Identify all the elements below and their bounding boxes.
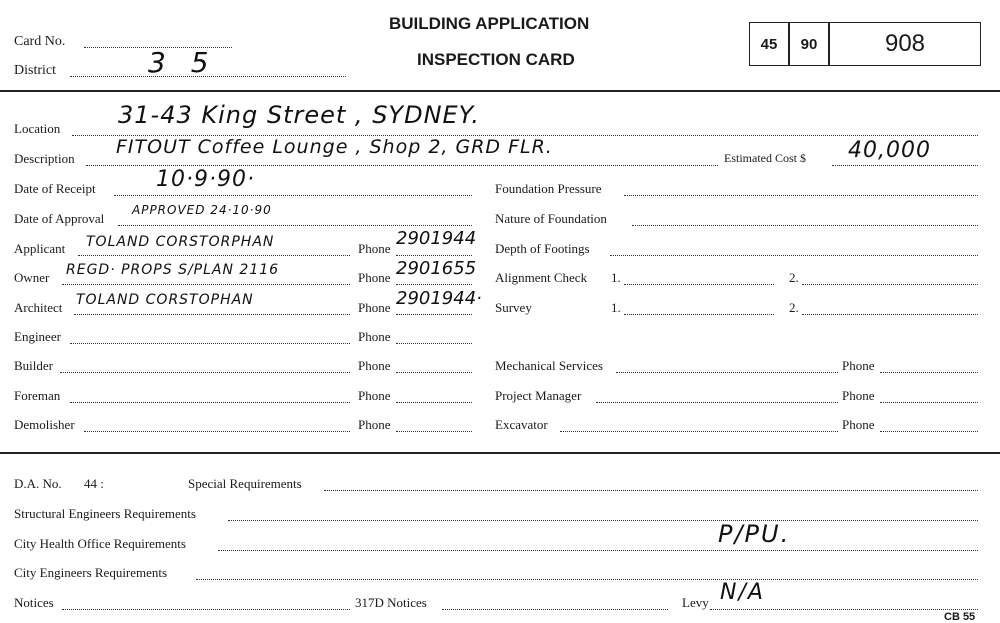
architect-value: TOLAND CORSTOPHAN: [76, 292, 254, 308]
description-value: FITOUT Coffee Lounge , Shop 2, GRD FLR.: [116, 136, 553, 158]
foreman-phone-line: [396, 402, 472, 403]
applicant-value: TOLAND CORSTORPHAN: [86, 234, 275, 250]
engineer-label: Engineer: [14, 329, 61, 344]
levy-line: [710, 609, 978, 610]
foreman-line: [70, 402, 350, 403]
alignment-check-num2: 2.: [789, 270, 799, 285]
alignment-check-num1: 1.: [611, 270, 621, 285]
alignment-check-line1: [624, 284, 774, 285]
district-label: District: [14, 63, 56, 78]
builder-label: Builder: [14, 358, 53, 373]
owner-label: Owner: [14, 270, 50, 285]
demolisher-phone-line: [396, 431, 472, 432]
owner-value: REGD· PROPS S/PLAN 2116: [66, 262, 280, 278]
survey-line2: [802, 314, 978, 315]
structural-requirements-line: [228, 520, 978, 521]
survey-label: Survey: [495, 300, 532, 315]
engineer-phone-line: [396, 343, 472, 344]
builder-phone-label: Phone: [358, 358, 391, 373]
description-label: Description: [14, 151, 75, 166]
mechanical-services-phone-label: Phone: [842, 358, 875, 373]
architect-phone-line: [396, 314, 472, 315]
levy-label: Levy: [682, 595, 709, 610]
excavator-phone-line: [880, 431, 978, 432]
foreman-phone-label: Phone: [358, 388, 391, 403]
notices-label: Notices: [14, 595, 54, 610]
owner-line: [62, 284, 350, 285]
special-requirements-label: Special Requirements: [188, 476, 302, 491]
mechanical-services-line: [616, 372, 838, 373]
project-manager-label: Project Manager: [495, 388, 582, 403]
structural-requirements-label: Structural Engineers Requirements: [14, 506, 196, 521]
date-of-receipt-value: 10·9·90·: [156, 167, 255, 192]
architect-phone-value: 2901944·: [396, 288, 482, 309]
depth-of-footings-line: [610, 255, 978, 256]
date-of-approval-value: APPROVED 24·10·90: [132, 203, 272, 217]
architect-line: [74, 314, 350, 315]
estimated-cost-line: [832, 165, 978, 166]
foundation-pressure-label: Foundation Pressure: [495, 181, 602, 196]
card-title-line1: BUILDING APPLICATION: [389, 14, 590, 33]
builder-phone-line: [396, 372, 472, 373]
date-of-approval-line: [118, 225, 472, 226]
survey-num2: 2.: [789, 300, 799, 315]
code-box-2: 90: [789, 22, 829, 66]
header-divider: [0, 90, 1000, 92]
architect-phone-label: Phone: [358, 300, 391, 315]
notices-line: [62, 609, 350, 610]
nature-of-foundation-label: Nature of Foundation: [495, 211, 607, 226]
applicant-phone-line: [396, 255, 472, 256]
form-code: CB 55: [944, 611, 976, 623]
alignment-check-line2: [802, 284, 978, 285]
requirements-divider: [0, 452, 1000, 454]
city-engineers-requirements-label: City Engineers Requirements: [14, 565, 168, 580]
mechanical-services-phone-line: [880, 372, 978, 373]
district-value: 3 5: [148, 46, 217, 79]
health-requirements-label: City Health Office Requirements: [14, 536, 186, 551]
description-line: [86, 165, 718, 166]
health-requirements-line: [218, 550, 978, 551]
excavator-line: [560, 431, 838, 432]
demolisher-phone-label: Phone: [358, 417, 391, 432]
project-manager-phone-line: [880, 402, 978, 403]
applicant-line: [78, 255, 350, 256]
alignment-check-label: Alignment Check: [495, 270, 588, 285]
code-box-1: 45: [749, 22, 789, 66]
estimated-cost-value: 40,000: [848, 138, 931, 163]
project-manager-line: [596, 402, 838, 403]
foundation-pressure-line: [624, 195, 978, 196]
da-no-label: D.A. No.: [14, 476, 62, 491]
card-title-line2: INSPECTION CARD: [417, 50, 575, 69]
owner-phone-line: [396, 284, 472, 285]
applicant-phone-value: 2901944: [396, 228, 477, 249]
builder-line: [60, 372, 350, 373]
da-no-value: 44 :: [84, 476, 104, 491]
excavator-phone-label: Phone: [842, 417, 875, 432]
survey-line1: [624, 314, 774, 315]
demolisher-line: [84, 431, 350, 432]
demolisher-label: Demolisher: [14, 417, 75, 432]
engineer-line: [70, 343, 350, 344]
estimated-cost-label: Estimated Cost $: [724, 151, 806, 165]
foreman-label: Foreman: [14, 388, 61, 403]
owner-phone-value: 2901655: [396, 258, 477, 279]
architect-label: Architect: [14, 300, 63, 315]
location-label: Location: [14, 121, 61, 136]
notices-317d-label: 317D Notices: [355, 595, 427, 610]
city-engineers-requirements-line: [196, 579, 978, 580]
mechanical-services-label: Mechanical Services: [495, 358, 603, 373]
project-manager-phone-label: Phone: [842, 388, 875, 403]
applicant-phone-label: Phone: [358, 241, 391, 256]
depth-of-footings-label: Depth of Footings: [495, 241, 590, 256]
excavator-label: Excavator: [495, 417, 548, 432]
nature-of-foundation-line: [632, 225, 978, 226]
special-requirements-line: [324, 490, 978, 491]
engineer-phone-label: Phone: [358, 329, 391, 344]
levy-value: N/A: [720, 580, 765, 605]
date-of-approval-label: Date of Approval: [14, 211, 105, 226]
location-value: 31-43 King Street , SYDNEY.: [118, 101, 480, 129]
survey-num1: 1.: [611, 300, 621, 315]
notices-317d-line: [442, 609, 668, 610]
owner-phone-label: Phone: [358, 270, 391, 285]
card-no-label: Card No.: [14, 34, 66, 49]
date-of-receipt-line: [114, 195, 472, 196]
health-requirements-value: P/PU.: [718, 520, 791, 548]
applicant-label: Applicant: [14, 241, 66, 256]
date-of-receipt-label: Date of Receipt: [14, 181, 96, 196]
code-box-3: 908: [829, 22, 981, 66]
